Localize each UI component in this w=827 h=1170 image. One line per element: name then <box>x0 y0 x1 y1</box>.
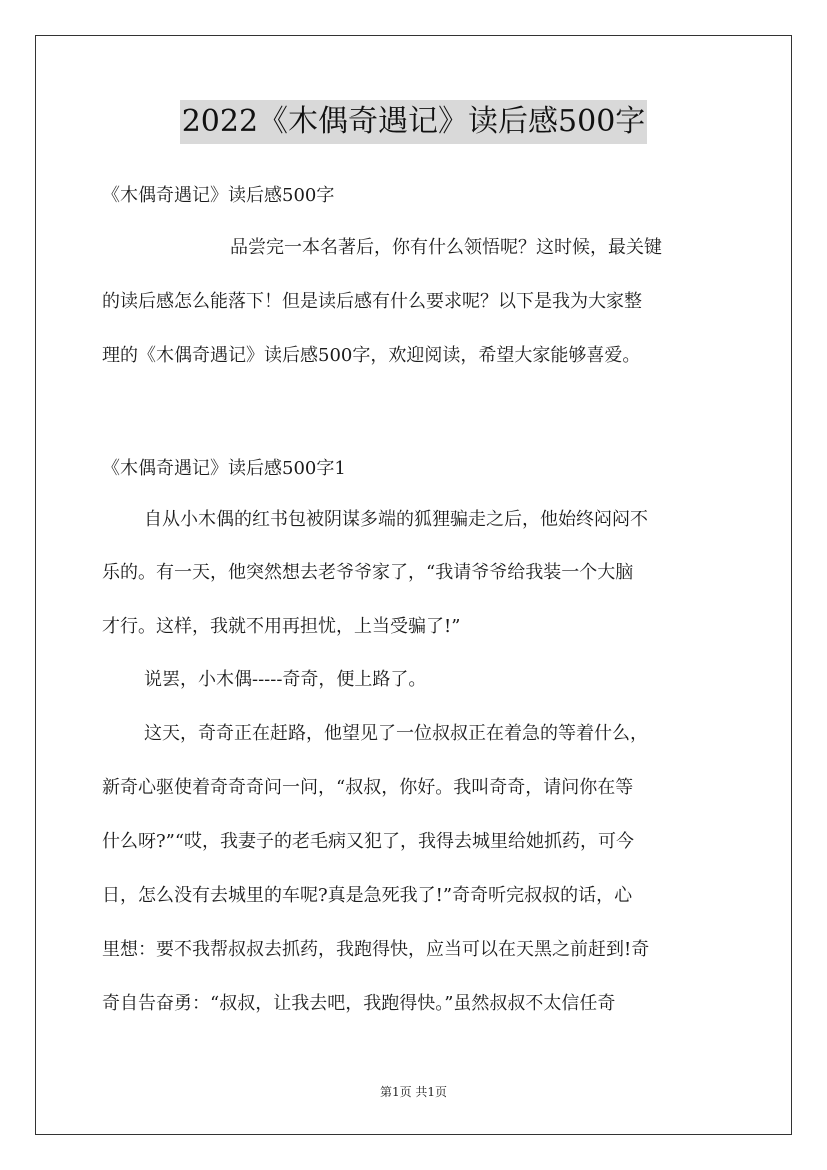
body-line: 日，怎么没有去城里的车呢?真是急死我了!”奇奇听完叔叔的话，心 <box>102 885 633 906</box>
page-footer <box>0 1083 827 1100</box>
section-heading: 《木偶奇遇记》读后感500字1 <box>102 458 346 479</box>
body-line: 什么呀?”“哎，我妻子的老毛病又犯了，我得去城里给她抓药，可今 <box>102 831 635 852</box>
page-number: 第1页 共1页 <box>379 1085 448 1099</box>
body-line: 这天，奇奇正在赶路，他望见了一位叔叔正在着急的等着什么， <box>144 723 648 744</box>
body-line: 说罢，小木偶-----奇奇，便上路了。 <box>144 669 427 690</box>
body-line: 里想：要不我帮叔叔去抓药，我跑得快，应当可以在天黑之前赶到!奇 <box>102 939 650 960</box>
body-line: 乐的。有一天，他突然想去老爷爷家了，“我请爷爷给我装一个大脑 <box>102 562 634 583</box>
body-line: 才行。这样，我就不用再担忧，上当受骗了!” <box>102 616 461 637</box>
body-line: 奇自告奋勇：“叔叔，让我去吧，我跑得快。”虽然叔叔不太信任奇 <box>102 993 616 1014</box>
document-title: 2022《木偶奇遇记》读后感500字 <box>180 100 648 144</box>
intro-line: 的读后感怎么能落下！但是读后感有什么要求呢？以下是我为大家整 <box>102 291 642 312</box>
intro-line: 品尝完一本名著后，你有什么领悟呢？这时候，最关键 <box>230 237 662 258</box>
body-line: 自从小木偶的红书包被阴谋多端的狐狸骗走之后，他始终闷闷不 <box>144 509 648 530</box>
title-wrap <box>0 100 827 144</box>
subtitle: 《木偶奇遇记》读后感500字 <box>102 185 335 206</box>
intro-line: 理的《木偶奇遇记》读后感500字，欢迎阅读，希望大家能够喜爱。 <box>102 345 641 366</box>
body-line: 新奇心驱使着奇奇奇问一问，“叔叔，你好。我叫奇奇，请问你在等 <box>102 777 634 798</box>
